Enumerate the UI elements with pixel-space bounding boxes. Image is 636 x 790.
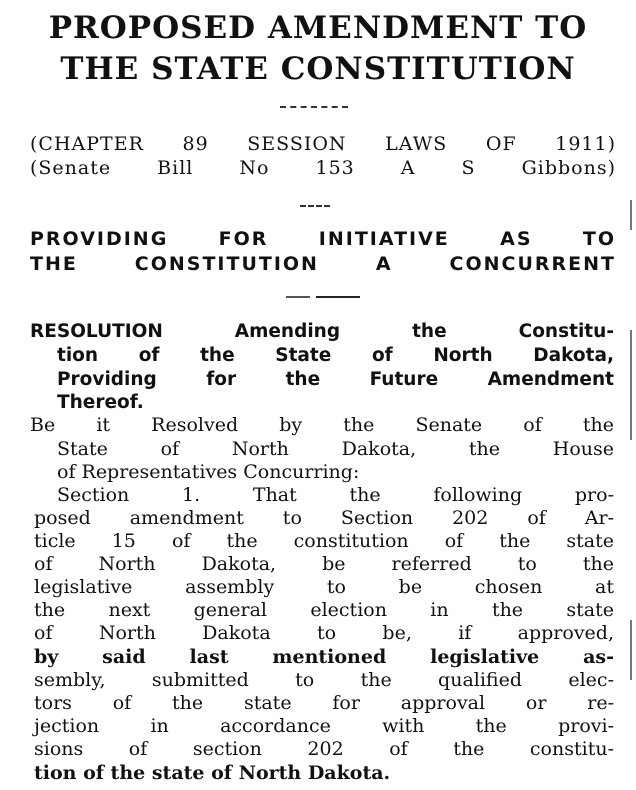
- subhead-line-2: THE CONSTITUTION A CONCURRENT: [30, 253, 616, 275]
- divider-left-dash: [286, 296, 310, 298]
- senate-bill-reference: (Senate Bill No 153 A S Gibbons): [30, 157, 616, 179]
- resolution-line-2: tion of the State of North Dakota,: [57, 345, 614, 366]
- resolved-line-3: of Representatives Concurring:: [57, 461, 360, 483]
- headline-line-1: PROPOSED AMENDMENT TO: [48, 10, 588, 46]
- divider-dot: [300, 205, 330, 207]
- resolution-line-3: Providing for the Future Amendment: [57, 369, 614, 390]
- resolution-line-4: Thereof.: [57, 392, 144, 413]
- section-line-2: posed amendment to Section 202 of Ar-: [34, 507, 614, 529]
- section-line-1: Section 1. That the following pro-: [57, 484, 614, 506]
- scan-edge-mark: [630, 330, 632, 440]
- section-line-9: sembly, submitted to the qualified elec-: [34, 669, 614, 691]
- section-line-7: of North Dakota to be, if approved,: [34, 622, 614, 644]
- section-line-5: legislative assembly to be chosen at: [34, 576, 614, 598]
- subhead-line-1: PROVIDING FOR INITIATIVE AS TO: [30, 228, 616, 250]
- section-line-4: of North Dakota, be referred to the: [34, 553, 614, 575]
- section-line-13: tion of the state of North Dakota.: [34, 762, 391, 784]
- section-line-6: the next general election in the state: [34, 599, 614, 621]
- scan-edge-mark: [630, 200, 632, 230]
- chapter-reference: (CHAPTER 89 SESSION LAWS OF 1911): [30, 133, 616, 155]
- section-line-12: sions of section 202 of the constitu-: [34, 738, 614, 760]
- section-line-8: by said last mentioned legislative as-: [34, 646, 614, 668]
- divider-right-dash: [316, 296, 360, 298]
- divider-short: [280, 106, 348, 108]
- resolved-line-1: Be it Resolved by the Senate of the: [30, 414, 614, 436]
- scan-edge-mark: [630, 620, 632, 680]
- resolution-line-1: RESOLUTION Amending the Constitu-: [30, 321, 614, 342]
- resolved-line-2: State of North Dakota, the House: [57, 438, 614, 460]
- section-line-11: jection in accordance with the provi-: [34, 715, 614, 737]
- headline-line-2: THE STATE CONSTITUTION: [60, 51, 576, 87]
- section-line-3: ticle 15 of the constitution of the state: [34, 530, 614, 552]
- section-line-10: tors of the state for approval or re-: [34, 692, 614, 714]
